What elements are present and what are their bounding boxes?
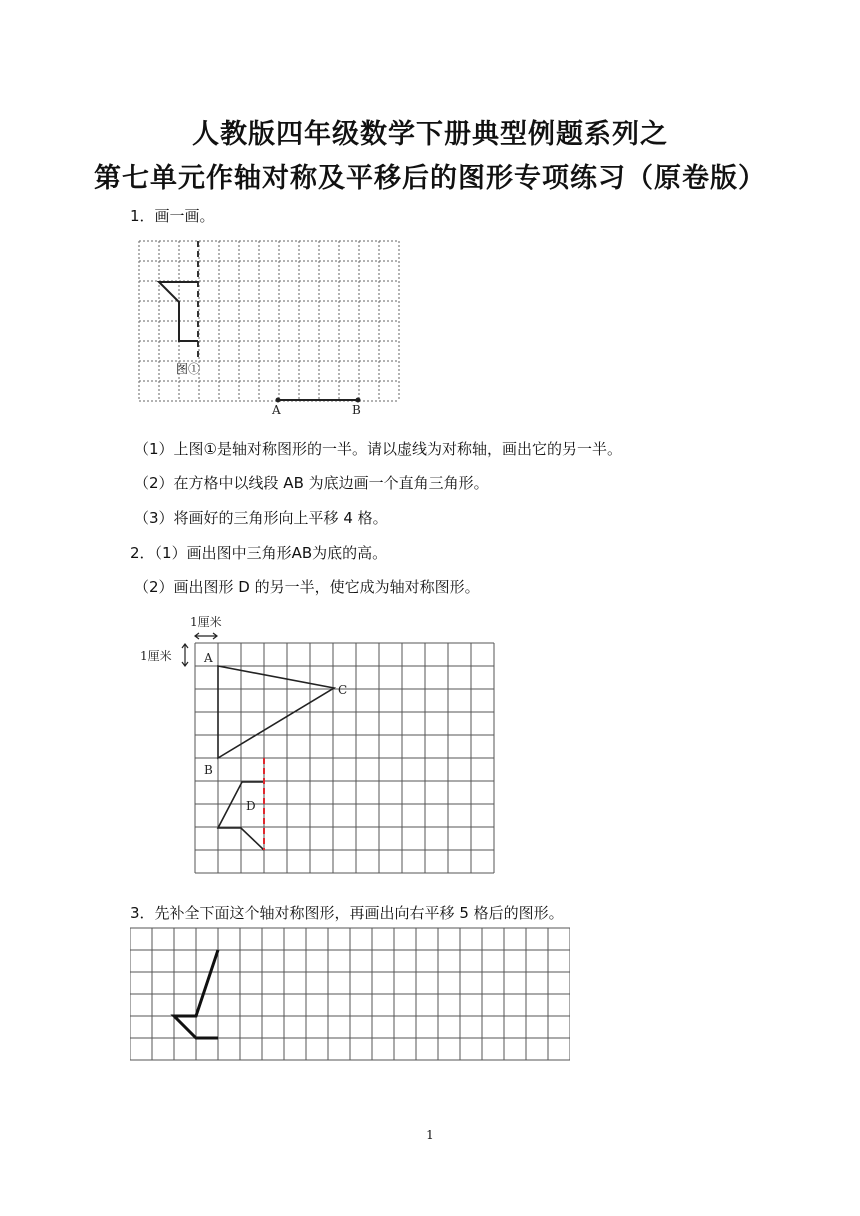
title-line-2: 第七单元作轴对称及平移后的图形专项练习（原卷版）: [94, 163, 766, 194]
q1-sub3: （3）将画好的三角形向上平移 4 格。: [134, 509, 388, 527]
q1-sub1: （1）上图①是轴对称图形的一半。请以虚线为对称轴，画出它的另一半。: [134, 440, 622, 458]
q2-sub1: 2．（1）画出图中三角形AB为底的高。: [130, 544, 388, 562]
title-line-1: 人教版四年级数学下册典型例题系列之: [192, 119, 668, 150]
q1-point-b: B: [352, 403, 361, 417]
q3-heading: 3．先补全下面这个轴对称图形，再画出向右平移 5 格后的图形。: [130, 904, 564, 922]
q1-figure-label: 图①: [176, 362, 201, 376]
q2-label-b: B: [204, 763, 213, 777]
q2-grid-figure: [136, 610, 516, 880]
page-number: 1: [426, 1128, 434, 1142]
q2-unit-vertical: 1厘米: [140, 649, 172, 663]
q2-sub2: （2）画出图形 D 的另一半，使它成为轴对称图形。: [134, 578, 480, 596]
q1-point-a: A: [272, 403, 281, 417]
q3-grid-figure: [130, 926, 570, 1066]
q1-sub2: （2）在方格中以线段 AB 为底边画一个直角三角形。: [134, 474, 489, 492]
q2-label-a: A: [204, 651, 213, 665]
q2-label-c: C: [338, 683, 348, 697]
q1-heading: 1．画一画。: [130, 207, 215, 225]
q2-unit-horizontal: 1厘米: [190, 615, 222, 629]
q2-label-d: D: [246, 799, 256, 813]
q1-grid-figure: [136, 236, 406, 426]
